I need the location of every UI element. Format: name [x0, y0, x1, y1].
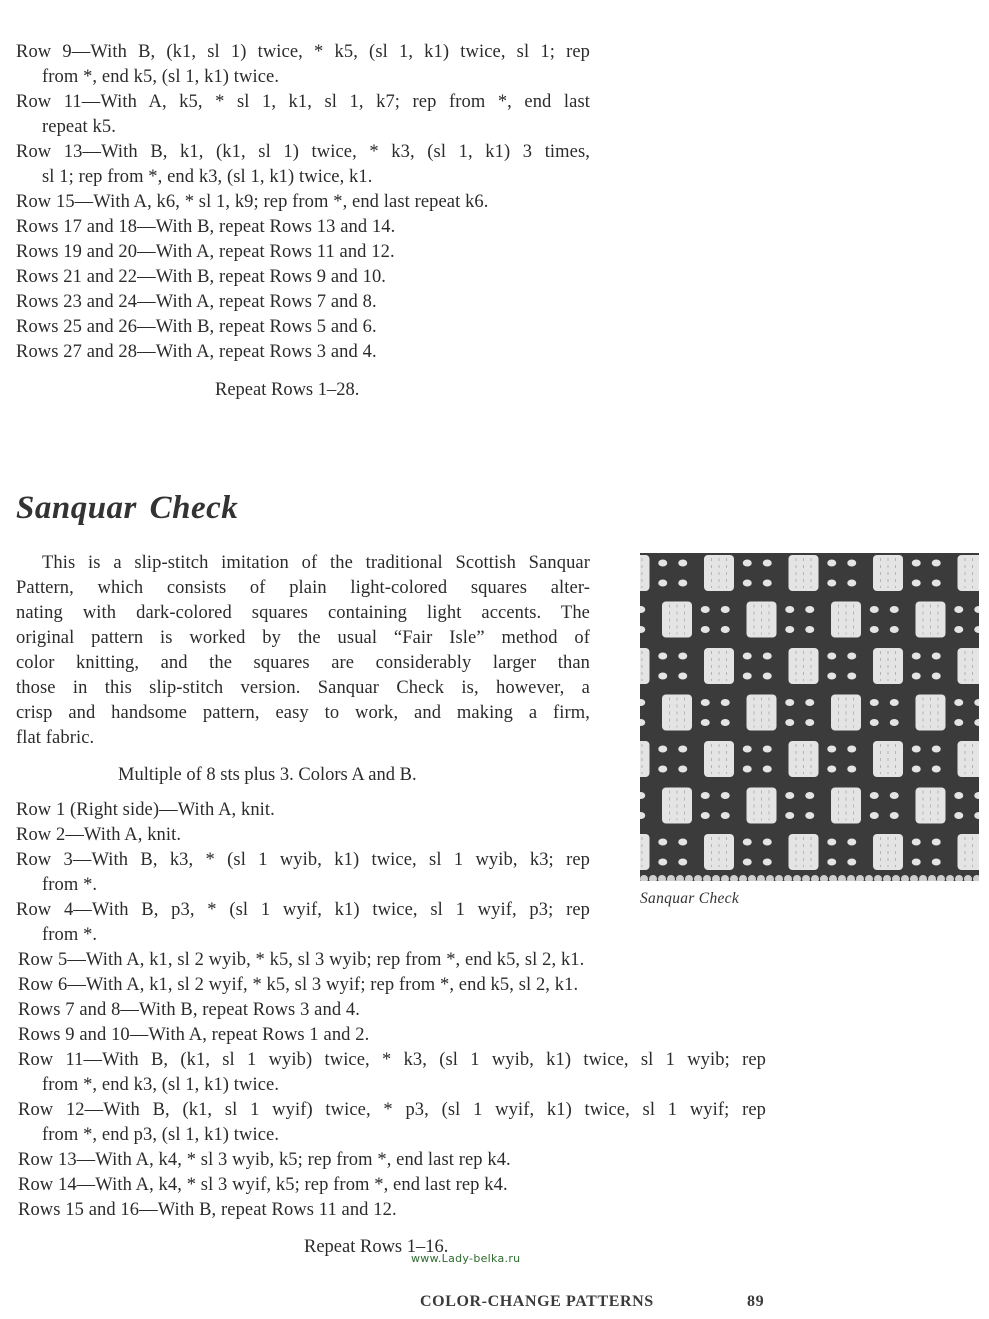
accent-dot	[701, 606, 710, 613]
light-square	[873, 555, 903, 591]
accent-dot	[827, 673, 836, 680]
accent-dot	[678, 859, 687, 866]
accent-dot	[678, 766, 687, 773]
accent-dot	[954, 626, 963, 633]
accent-dot	[701, 719, 710, 726]
intro-line: Pattern, which consists of plain light-colored squares alter-	[16, 578, 590, 598]
accent-dot	[678, 673, 687, 680]
accent-dot	[743, 859, 752, 866]
accent-dot	[805, 719, 814, 726]
row-instruction-line: Row 11—With B, (k1, sl 1 wyib) twice, * k3, (sl 1 wyib, k1) twice, sl 1 wyib; rep	[18, 1050, 766, 1070]
row-instruction-line: from *.	[42, 875, 98, 895]
accent-dot	[763, 746, 772, 753]
accent-dot	[721, 699, 730, 706]
light-square	[662, 788, 692, 824]
accent-dot	[827, 746, 836, 753]
instruction-line: Rows 17 and 18—With B, repeat Rows 13 and 14.	[16, 217, 396, 237]
accent-dot	[721, 719, 730, 726]
accent-dot	[912, 746, 921, 753]
accent-dot	[743, 673, 752, 680]
photo-caption: Sanquar Check	[640, 890, 740, 907]
instruction-line: Row 13—With B, k1, (k1, sl 1) twice, * k3, (sl 1, k1) 3 times,	[16, 142, 590, 162]
accent-dot	[785, 606, 794, 613]
light-square	[747, 695, 777, 731]
accent-dot	[805, 812, 814, 819]
light-square	[916, 788, 946, 824]
swatch-photo	[640, 553, 979, 881]
accent-dot	[932, 859, 941, 866]
accent-dot	[847, 560, 856, 567]
accent-dot	[932, 839, 941, 846]
row-instruction-line: Row 12—With B, (k1, sl 1 wyif) twice, * p3, (sl 1 wyif, k1) twice, sl 1 wyif; rep	[18, 1100, 766, 1120]
light-square	[831, 788, 861, 824]
accent-dot	[785, 812, 794, 819]
light-square	[704, 555, 734, 591]
accent-dot	[763, 766, 772, 773]
intro-line: nating with dark-colored squares containing light accents. The	[16, 603, 590, 623]
accent-dot	[743, 560, 752, 567]
knitted-swatch-image	[640, 553, 979, 881]
accent-dot	[912, 653, 921, 660]
intro-line: crisp and handsome pattern, easy to work, and making a firm,	[16, 703, 590, 723]
accent-dot	[870, 699, 879, 706]
accent-dot	[658, 766, 667, 773]
light-square	[747, 788, 777, 824]
page-number: 89	[747, 1293, 765, 1310]
accent-dot	[932, 653, 941, 660]
light-square	[640, 648, 650, 684]
multiple-note: Multiple of 8 sts plus 3. Colors A and B.	[118, 765, 417, 785]
accent-dot	[658, 746, 667, 753]
accent-dot	[658, 673, 667, 680]
accent-dot	[785, 699, 794, 706]
accent-dot	[912, 673, 921, 680]
accent-dot	[701, 792, 710, 799]
accent-dot	[954, 792, 963, 799]
accent-dot	[678, 560, 687, 567]
light-square	[958, 555, 980, 591]
instruction-line: Row 15—With A, k6, * sl 1, k9; rep from *, end last repeat k6.	[16, 192, 489, 212]
watermark: www.Lady-belka.ru	[411, 1252, 521, 1265]
instruction-line: Row 11—With A, k5, * sl 1, k1, sl 1, k7; rep from *, end last	[16, 92, 590, 112]
light-square	[831, 695, 861, 731]
accent-dot	[701, 626, 710, 633]
accent-dot	[658, 560, 667, 567]
section-title: Sanquar Check	[16, 490, 239, 526]
accent-dot	[658, 580, 667, 587]
accent-dot	[743, 746, 752, 753]
accent-dot	[912, 839, 921, 846]
accent-dot	[890, 606, 899, 613]
accent-dot	[721, 812, 730, 819]
accent-dot	[912, 560, 921, 567]
instruction-line: repeat k5.	[42, 117, 116, 137]
accent-dot	[954, 719, 963, 726]
light-square	[916, 695, 946, 731]
accent-dot	[847, 766, 856, 773]
row-instruction-line: from *, end p3, (sl 1, k1) twice.	[42, 1125, 280, 1145]
accent-dot	[785, 719, 794, 726]
accent-dot	[805, 699, 814, 706]
accent-dot	[805, 792, 814, 799]
accent-dot	[805, 606, 814, 613]
row-instruction-line: Row 3—With B, k3, * (sl 1 wyib, k1) twice, sl 1 wyib, k3; rep	[16, 850, 590, 870]
accent-dot	[658, 653, 667, 660]
accent-dot	[890, 699, 899, 706]
intro-line: color knitting, and the squares are considerably larger than	[16, 653, 590, 673]
accent-dot	[743, 580, 752, 587]
accent-dot	[827, 580, 836, 587]
accent-dot	[827, 839, 836, 846]
light-square	[873, 648, 903, 684]
accent-dot	[912, 580, 921, 587]
accent-dot	[763, 673, 772, 680]
row-instruction-line: Row 1 (Right side)—With A, knit.	[16, 800, 275, 820]
intro-line: those in this slip-stitch version. Sanquar Check is, however, a	[16, 678, 590, 698]
accent-dot	[847, 653, 856, 660]
accent-dot	[847, 839, 856, 846]
light-square	[873, 834, 903, 870]
accent-dot	[763, 859, 772, 866]
light-square	[747, 602, 777, 638]
accent-dot	[847, 859, 856, 866]
accent-dot	[932, 766, 941, 773]
light-square	[704, 741, 734, 777]
sanquar-repeat-note: Repeat Rows 1–16.	[304, 1237, 449, 1257]
row-instruction-line: Row 2—With A, knit.	[16, 825, 182, 845]
accent-dot	[658, 839, 667, 846]
accent-dot	[678, 653, 687, 660]
accent-dot	[743, 653, 752, 660]
instruction-line: Rows 25 and 26—With B, repeat Rows 5 and 6.	[16, 317, 377, 337]
light-square	[704, 648, 734, 684]
accent-dot	[678, 839, 687, 846]
intro-line: flat fabric.	[16, 728, 95, 748]
instruction-line: from *, end k5, (sl 1, k1) twice.	[42, 67, 280, 87]
light-square	[789, 834, 819, 870]
accent-dot	[932, 746, 941, 753]
accent-dot	[678, 580, 687, 587]
accent-dot	[805, 626, 814, 633]
accent-dot	[870, 812, 879, 819]
accent-dot	[763, 653, 772, 660]
intro-line: original pattern is worked by the usual “Fair Isle” method of	[16, 628, 590, 648]
light-square	[704, 834, 734, 870]
accent-dot	[763, 560, 772, 567]
accent-dot	[847, 673, 856, 680]
accent-dot	[870, 606, 879, 613]
light-square	[873, 741, 903, 777]
row-instruction-line: Row 14—With A, k4, * sl 3 wyif, k5; rep from *, end last rep k4.	[18, 1175, 508, 1195]
light-square	[640, 834, 650, 870]
row-instruction-line: from *.	[42, 925, 98, 945]
light-square	[662, 602, 692, 638]
accent-dot	[870, 626, 879, 633]
row-instruction-line: Row 6—With A, k1, sl 2 wyif, * k5, sl 3 wyif; rep from *, end k5, sl 2, k1.	[18, 975, 579, 995]
accent-dot	[847, 580, 856, 587]
accent-dot	[890, 626, 899, 633]
row-instruction-line: Row 4—With B, p3, * (sl 1 wyif, k1) twice, sl 1 wyif, p3; rep	[16, 900, 590, 920]
accent-dot	[743, 839, 752, 846]
intro-line: This is a slip-stitch imitation of the traditional Scottish Sanquar	[42, 553, 590, 573]
accent-dot	[932, 560, 941, 567]
accent-dot	[870, 792, 879, 799]
accent-dot	[890, 812, 899, 819]
accent-dot	[785, 792, 794, 799]
accent-dot	[890, 719, 899, 726]
row-instruction-line: Row 13—With A, k4, * sl 3 wyib, k5; rep from *, end last rep k4.	[18, 1150, 511, 1170]
light-square	[789, 555, 819, 591]
light-square	[958, 834, 980, 870]
accent-dot	[721, 626, 730, 633]
light-square	[958, 648, 980, 684]
accent-dot	[827, 560, 836, 567]
accent-dot	[827, 653, 836, 660]
accent-dot	[658, 859, 667, 866]
accent-dot	[912, 859, 921, 866]
accent-dot	[678, 746, 687, 753]
accent-dot	[701, 699, 710, 706]
accent-dot	[785, 626, 794, 633]
accent-dot	[870, 719, 879, 726]
light-square	[831, 602, 861, 638]
accent-dot	[827, 859, 836, 866]
accent-dot	[954, 606, 963, 613]
running-footer: COLOR-CHANGE PATTERNS	[420, 1293, 654, 1310]
instruction-line: Rows 27 and 28—With A, repeat Rows 3 and 4.	[16, 342, 377, 362]
instruction-line: Rows 23 and 24—With A, repeat Rows 7 and 8.	[16, 292, 377, 312]
accent-dot	[743, 766, 752, 773]
accent-dot	[721, 606, 730, 613]
light-square	[640, 555, 650, 591]
light-square	[640, 741, 650, 777]
accent-dot	[912, 766, 921, 773]
row-instruction-line: from *, end k3, (sl 1, k1) twice.	[42, 1075, 280, 1095]
row-instruction-line: Rows 9 and 10—With A, repeat Rows 1 and 2.	[18, 1025, 370, 1045]
instruction-line: Rows 21 and 22—With B, repeat Rows 9 and 10.	[16, 267, 387, 287]
row-instruction-line: Rows 7 and 8—With B, repeat Rows 3 and 4.	[18, 1000, 360, 1020]
accent-dot	[827, 766, 836, 773]
accent-dot	[932, 673, 941, 680]
row-instruction-line: Rows 15 and 16—With B, repeat Rows 11 and 12.	[18, 1200, 397, 1220]
accent-dot	[954, 699, 963, 706]
accent-dot	[847, 746, 856, 753]
instruction-line: sl 1; rep from *, end k3, (sl 1, k1) twice, k1.	[42, 167, 373, 187]
instruction-line: Rows 19 and 20—With A, repeat Rows 11 and 12.	[16, 242, 395, 262]
accent-dot	[890, 792, 899, 799]
light-square	[789, 648, 819, 684]
accent-dot	[701, 812, 710, 819]
accent-dot	[721, 792, 730, 799]
light-square	[789, 741, 819, 777]
row-instruction-line: Row 5—With A, k1, sl 2 wyib, * k5, sl 3 wyib; rep from *, end k5, sl 2, k1.	[18, 950, 585, 970]
previous-repeat-note: Repeat Rows 1–28.	[215, 380, 360, 400]
accent-dot	[763, 839, 772, 846]
accent-dot	[932, 580, 941, 587]
light-square	[958, 741, 980, 777]
accent-dot	[954, 812, 963, 819]
instruction-line: Row 9—With B, (k1, sl 1) twice, * k5, (sl 1, k1) twice, sl 1; rep	[16, 42, 590, 62]
light-square	[662, 695, 692, 731]
accent-dot	[763, 580, 772, 587]
light-square	[916, 602, 946, 638]
